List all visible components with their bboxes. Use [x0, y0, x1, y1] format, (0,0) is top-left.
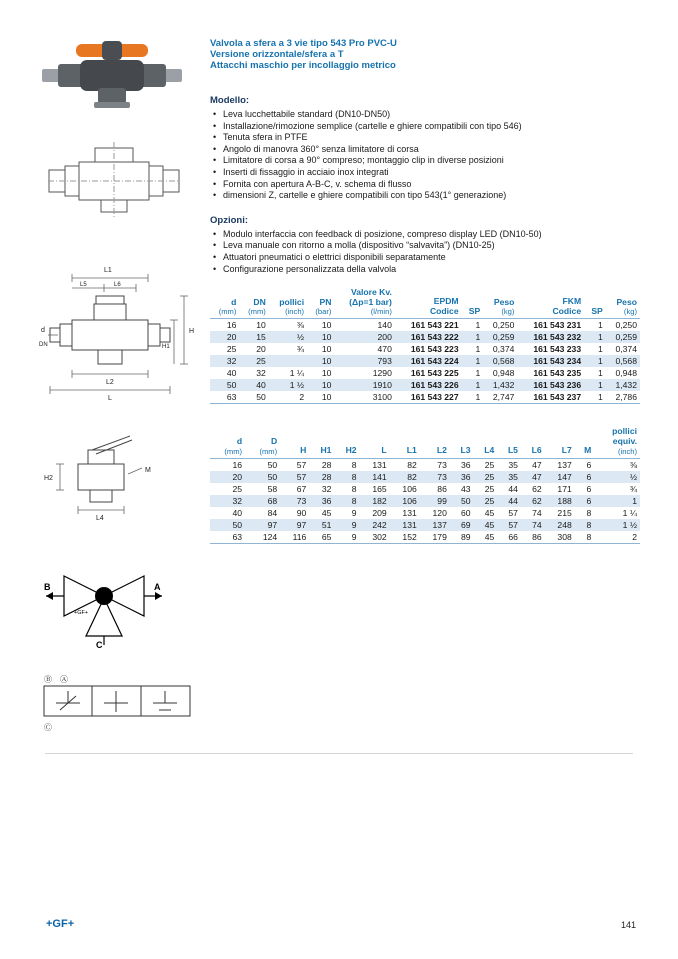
- column-header: H1: [309, 426, 334, 458]
- column-header: SP: [462, 287, 484, 319]
- dim-label-l6: L6: [114, 282, 121, 288]
- gf-logo: +GF+: [46, 918, 75, 930]
- column-header: d (mm): [210, 426, 245, 458]
- table-row: 63 124 116 65 9 302 152 179 89 45 66 86 308 8 2: [232, 531, 637, 542]
- modello-list: [212, 109, 640, 202]
- column-header: pollici equiv. (inch): [594, 426, 640, 458]
- bullet-item: • Attuatori pneumatici o elettrici disponibili separatamente: [212, 252, 640, 264]
- column-header: L2: [420, 426, 450, 458]
- order-table-header: [210, 287, 640, 319]
- column-header: Peso (kg): [483, 287, 517, 319]
- flow-positions-diagram: [42, 672, 192, 739]
- table-row: 32 68 73 36 8 182 106 99 50 25 44 62 188 6 1: [210, 495, 640, 507]
- modello-heading: Modello:: [210, 95, 250, 106]
- column-header: H: [280, 426, 309, 458]
- column-header: L1: [390, 426, 420, 458]
- column-header: DN (mm): [239, 287, 268, 319]
- dim-label-l5: L5: [80, 282, 87, 288]
- table-row: 25 20 ¾ 10 470 161 543 223 1 0,374 161 543 233 1 0,374: [226, 344, 637, 355]
- bullet-item: • Configurazione personalizzata della valvola: [212, 264, 640, 276]
- column-header: L4: [474, 426, 498, 458]
- content-column: [210, 38, 640, 544]
- column-header: H2: [334, 426, 359, 458]
- dimensions-table: [210, 426, 640, 543]
- bullet-item: • Angolo di manovra 360° senza limitatore di corsa: [212, 144, 640, 156]
- position-label-b: Ⓑ: [44, 675, 52, 684]
- gf-mark: +GF+: [74, 610, 89, 616]
- table-row: 16 50 57 28 8 131 82 73 36 25 35 47 137 6 ⅜: [232, 459, 637, 470]
- table-row: 40 32 1 ¼ 10 1290 161 543 225 1 0,948 161 543 235 1 0,948: [226, 368, 637, 379]
- valve-side-drawing: [44, 424, 162, 529]
- dim-label-l: L: [108, 395, 112, 402]
- column-header: L5: [497, 426, 521, 458]
- column-header: EPDM Codice: [395, 287, 462, 319]
- table-row: 40 84 90 45 9 209 131 120 60 45 57 74 215 8 1 ¼: [232, 507, 637, 518]
- column-header: L6: [521, 426, 545, 458]
- opzioni-heading: Opzioni:: [210, 214, 248, 226]
- column-header: PN (bar): [307, 287, 334, 319]
- bullet-item: • Fornita con apertura A-B-C, v. schema di flusso: [212, 179, 640, 191]
- dimensions-table-body: [210, 458, 640, 543]
- valve-dimension-drawing: [38, 258, 200, 407]
- table-row: 16 10 ⅜ 10 140 161 543 221 1 0,250 161 543 231 1 0,250: [226, 320, 637, 331]
- bullet-item: • Inserti di fissaggio in acciaio inox integrati: [212, 167, 640, 179]
- dim-label-l4: L4: [96, 515, 104, 522]
- bullet-item: • Modulo interfaccia con feedback di posizione, compreso display LED (DN10-50): [212, 229, 640, 241]
- product-photo: [42, 36, 182, 115]
- column-header: d (mm): [210, 287, 239, 319]
- bullet-item: • dimensioni Z, cartelle e ghiere compatibili con tipo 543(1° generazione): [212, 190, 640, 202]
- page-title: [210, 38, 640, 71]
- table-row: 63 50 2 10 3100 161 543 227 1 2,747 161 543 237 1 2,786: [226, 392, 637, 403]
- valve-front-drawing: [48, 140, 180, 225]
- title-line-1: Valvola a sfera a 3 vie tipo 543 Pro PVC-U: [210, 38, 397, 49]
- column-header: M: [575, 426, 594, 458]
- dim-label-l2: L2: [106, 379, 114, 386]
- column-header: L3: [450, 426, 474, 458]
- section-divider: [45, 753, 633, 754]
- table-row: 25 58 67 32 8 165 106 86 43 25 44 62 171 6 ¾: [232, 483, 637, 494]
- order-table-body: [210, 319, 640, 404]
- dim-label-dn: DN: [39, 342, 48, 348]
- table-row: 32 25 10 793 161 543 224 1 0,568 161 543 234 1 0,568: [210, 355, 640, 367]
- column-header: FKM Codice: [517, 287, 584, 319]
- bullet-item: • Tenuta sfera in PTFE: [212, 132, 640, 144]
- dim-label-h2: H2: [44, 475, 53, 482]
- table-row: 50 97 97 51 9 242 131 137 69 45 57 74 248 8 1 ½: [210, 519, 640, 531]
- dim-label-h: H: [189, 328, 195, 335]
- dim-label-h1: H1: [162, 344, 170, 350]
- bullet-item: • Installazione/rimozione semplice (cartelle e ghiere compatibili con tipo 546): [212, 121, 640, 133]
- column-header: pollici (inch): [269, 287, 307, 319]
- position-label-a: Ⓐ: [60, 675, 68, 684]
- title-line-2: Versione orizzontale/sfera a T: [210, 49, 344, 60]
- dimensions-table-header: [210, 426, 640, 458]
- column-header: Peso (kg): [606, 287, 640, 319]
- dim-label-m: M: [145, 467, 151, 474]
- table-row: 20 15 ½ 10 200 161 543 222 1 0,259 161 543 232 1 0,259: [210, 331, 640, 343]
- table-row: 20 50 57 28 8 141 82 73 36 25 35 47 147 6 ½: [210, 471, 640, 483]
- flow-label-c: C: [96, 640, 103, 650]
- dim-label-l1: L1: [104, 267, 112, 274]
- flow-label-b: B: [44, 582, 51, 592]
- bullet-item: • Leva manuale con ritorno a molla (dispositivo “salvavita”) (DN10-25): [212, 240, 640, 252]
- column-header: L: [360, 426, 390, 458]
- bullet-item: • Limitatore di corsa a 90° compreso; montaggio clip in diverse posizioni: [212, 155, 640, 167]
- bullet-item: • Leva lucchettabile standard (DN10-DN50): [212, 109, 640, 121]
- flow-label-a: A: [154, 582, 161, 592]
- column-header: L7: [545, 426, 575, 458]
- position-label-c: Ⓒ: [44, 723, 52, 732]
- flow-schema-diagram: [42, 548, 167, 655]
- opzioni-list: [212, 229, 640, 275]
- valve-photo-illustration: [42, 36, 182, 110]
- column-header: SP: [584, 287, 606, 319]
- column-header: D (mm): [245, 426, 280, 458]
- title-line-3: Attacchi maschio per incollaggio metrico: [210, 60, 396, 71]
- column-header: Valore Kv. (Δp=1 bar) (l/min): [334, 287, 394, 319]
- order-data-table: [210, 287, 640, 404]
- page-number: 141: [620, 920, 636, 930]
- table-row: 50 40 1 ½ 10 1910 161 543 226 1 1,432 161 543 236 1 1,432: [210, 379, 640, 391]
- dim-label-d: d: [41, 327, 45, 334]
